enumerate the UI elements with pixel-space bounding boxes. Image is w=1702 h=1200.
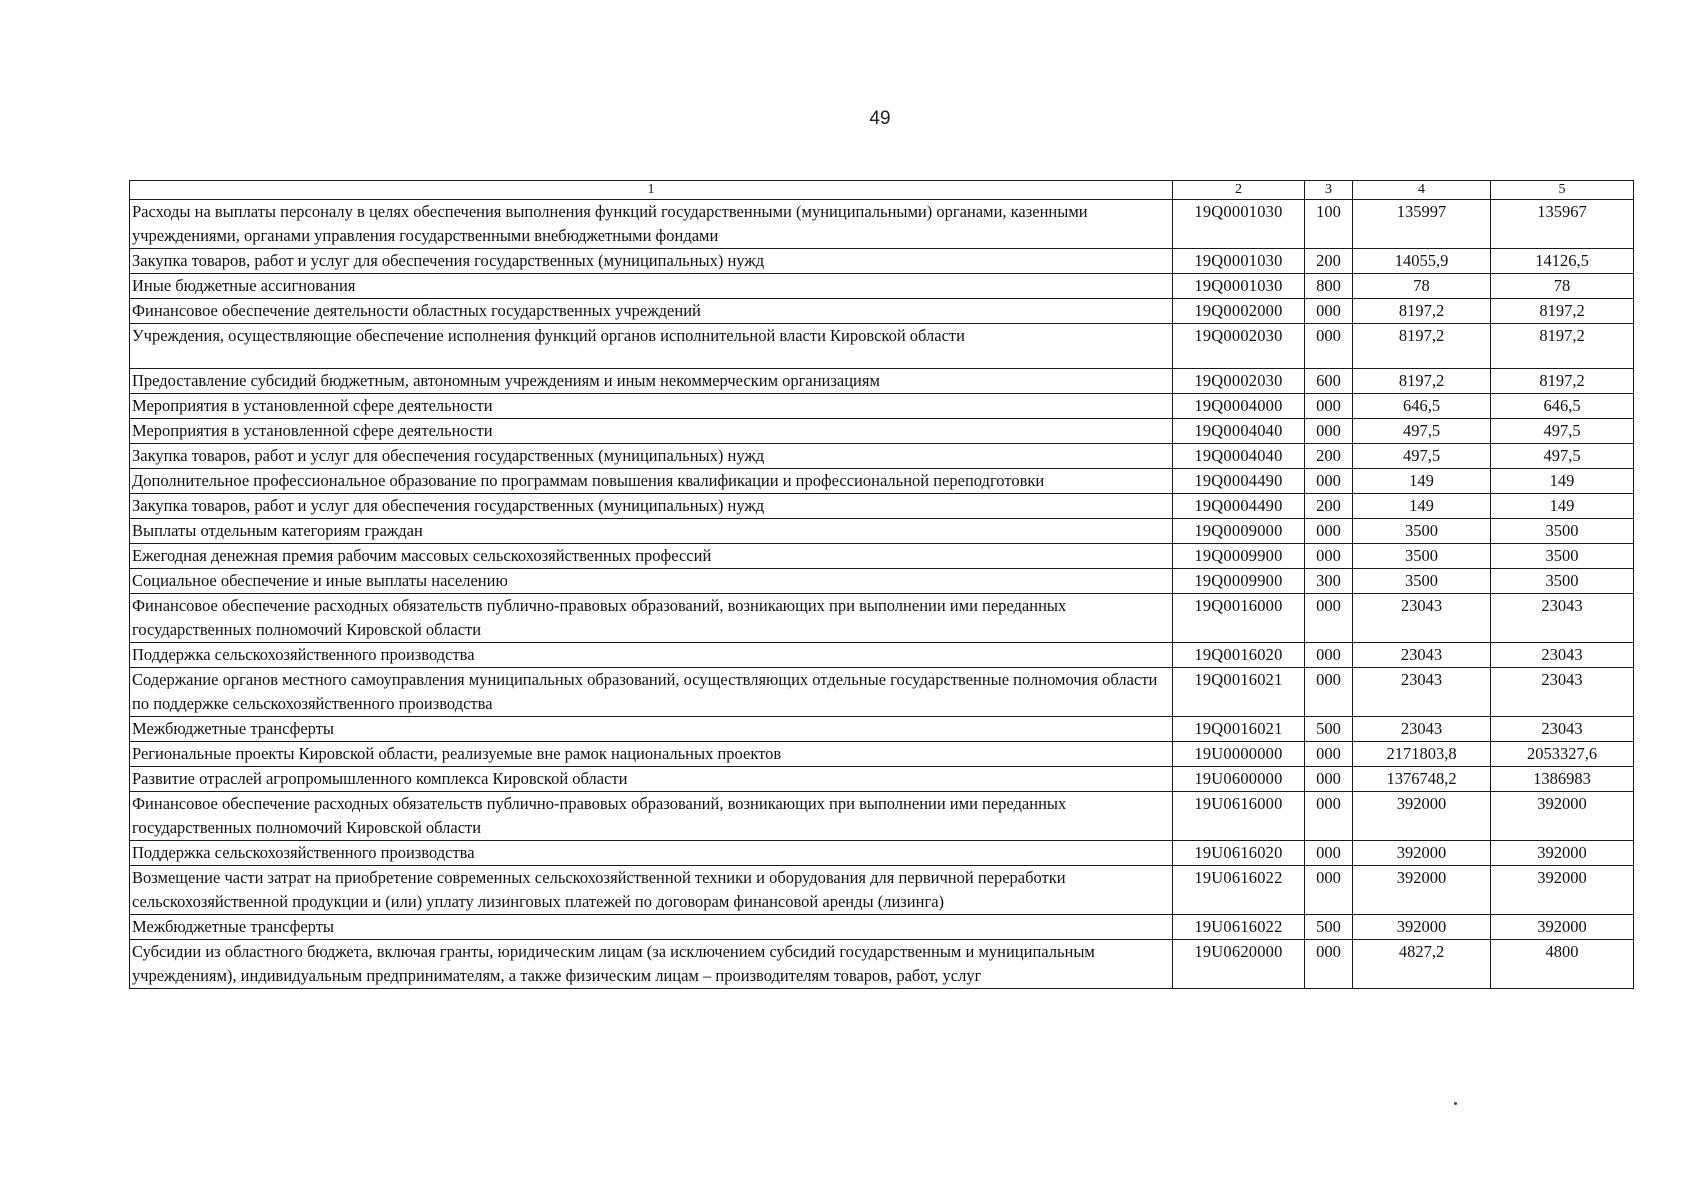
row-sum2: 78 (1491, 274, 1634, 299)
row-name: Возмещение части затрат на приобретение современных сельскохозяйственной техники и оборудования для первичной переработки сельскохозяйственной продукции и (или) уплату лизинговых платежей по договорам финансовой аренды (лизинга) (130, 866, 1173, 915)
row-vr: 000 (1305, 668, 1353, 717)
row-vr: 000 (1305, 469, 1353, 494)
row-sum1: 8197,2 (1353, 299, 1491, 324)
row-sum2: 23043 (1491, 668, 1634, 717)
row-sum1: 2171803,8 (1353, 742, 1491, 767)
row-code: 19Q0016020 (1173, 643, 1305, 668)
row-sum2: 1386983 (1491, 767, 1634, 792)
row-vr: 000 (1305, 767, 1353, 792)
table-row (130, 767, 1634, 792)
table-header (130, 181, 1634, 200)
row-sum1: 149 (1353, 469, 1491, 494)
row-vr: 000 (1305, 519, 1353, 544)
row-sum1: 3500 (1353, 544, 1491, 569)
row-vr: 500 (1305, 915, 1353, 940)
row-name: Поддержка сельскохозяйственного производства (130, 643, 1173, 668)
row-sum2: 135967 (1491, 200, 1634, 249)
row-sum2: 497,5 (1491, 444, 1634, 469)
row-name: Финансовое обеспечение деятельности областных государственных учреждений (130, 299, 1173, 324)
row-code: 19Q0004040 (1173, 419, 1305, 444)
row-code: 19Q0004490 (1173, 469, 1305, 494)
row-sum1: 78 (1353, 274, 1491, 299)
row-sum1: 497,5 (1353, 444, 1491, 469)
row-sum2: 3500 (1491, 519, 1634, 544)
table-row (130, 494, 1634, 519)
budget-table (129, 180, 1634, 989)
row-sum2: 497,5 (1491, 419, 1634, 444)
row-code: 19Q0002030 (1173, 369, 1305, 394)
row-vr: 000 (1305, 940, 1353, 989)
table-row (130, 544, 1634, 569)
row-code: 19U0616000 (1173, 792, 1305, 841)
row-code: 19U0616020 (1173, 841, 1305, 866)
row-sum2: 392000 (1491, 792, 1634, 841)
row-name: Закупка товаров, работ и услуг для обеспечения государственных (муниципальных) нужд (130, 444, 1173, 469)
row-code: 19Q0001030 (1173, 200, 1305, 249)
row-code: 19U0600000 (1173, 767, 1305, 792)
table-row (130, 841, 1634, 866)
row-sum1: 392000 (1353, 915, 1491, 940)
row-sum2: 3500 (1491, 569, 1634, 594)
row-vr: 200 (1305, 249, 1353, 274)
row-code: 19Q0009900 (1173, 544, 1305, 569)
table-row (130, 419, 1634, 444)
row-vr: 000 (1305, 866, 1353, 915)
row-sum2: 4800 (1491, 940, 1634, 989)
table-row (130, 444, 1634, 469)
table-row (130, 940, 1634, 989)
row-sum2: 23043 (1491, 594, 1634, 643)
row-name: Дополнительное профессиональное образование по программам повышения квалификации и профессиональной переподготовки (130, 469, 1173, 494)
table-body (130, 200, 1634, 989)
row-vr: 000 (1305, 594, 1353, 643)
row-sum2: 149 (1491, 494, 1634, 519)
row-code: 19Q0009000 (1173, 519, 1305, 544)
column-header-sum1: 4 (1353, 181, 1491, 200)
row-code: 19U0620000 (1173, 940, 1305, 989)
table-row (130, 469, 1634, 494)
row-sum2: 392000 (1491, 866, 1634, 915)
row-name: Финансовое обеспечение расходных обязательств публично-правовых образований, возникающих при выполнении ими переданных государственных полномочий Кировской области (130, 792, 1173, 841)
table-row (130, 594, 1634, 643)
row-sum1: 23043 (1353, 594, 1491, 643)
table-row (130, 915, 1634, 940)
row-name: Содержание органов местного самоуправления муниципальных образований, осуществляющих отдельные государственные полномочия области по поддержке сельскохозяйственного производства (130, 668, 1173, 717)
row-name: Расходы на выплаты персоналу в целях обеспечения выполнения функций государственными (муниципальными) органами, казенными учреждениями, органами управления государственными внебюджетными фондами (130, 200, 1173, 249)
row-name: Поддержка сельскохозяйственного производства (130, 841, 1173, 866)
column-header-code: 2 (1173, 181, 1305, 200)
row-vr: 200 (1305, 444, 1353, 469)
row-sum2: 8197,2 (1491, 369, 1634, 394)
row-code: 19Q0009900 (1173, 569, 1305, 594)
row-sum2: 392000 (1491, 841, 1634, 866)
row-code: 19Q0004040 (1173, 444, 1305, 469)
row-sum1: 23043 (1353, 668, 1491, 717)
row-name: Предоставление субсидий бюджетным, автономным учреждениям и иным некоммерческим организациям (130, 369, 1173, 394)
row-name: Региональные проекты Кировской области, реализуемые вне рамок национальных проектов (130, 742, 1173, 767)
row-name: Выплаты отдельным категориям граждан (130, 519, 1173, 544)
row-sum2: 2053327,6 (1491, 742, 1634, 767)
row-vr: 600 (1305, 369, 1353, 394)
row-sum2: 14126,5 (1491, 249, 1634, 274)
row-sum2: 149 (1491, 469, 1634, 494)
row-name: Закупка товаров, работ и услуг для обеспечения государственных (муниципальных) нужд (130, 494, 1173, 519)
row-code: 19Q0001030 (1173, 249, 1305, 274)
row-sum1: 23043 (1353, 717, 1491, 742)
row-vr: 500 (1305, 717, 1353, 742)
row-sum2: 23043 (1491, 643, 1634, 668)
row-sum1: 392000 (1353, 792, 1491, 841)
row-sum1: 14055,9 (1353, 249, 1491, 274)
row-vr: 000 (1305, 324, 1353, 369)
row-vr: 000 (1305, 419, 1353, 444)
column-header-name: 1 (130, 181, 1173, 200)
scan-speck (1454, 1102, 1457, 1105)
table-row (130, 717, 1634, 742)
table-row (130, 668, 1634, 717)
row-sum2: 8197,2 (1491, 299, 1634, 324)
row-code: 19Q0001030 (1173, 274, 1305, 299)
row-name: Ежегодная денежная премия рабочим массовых сельскохозяйственных профессий (130, 544, 1173, 569)
row-code: 19U0000000 (1173, 742, 1305, 767)
row-sum1: 646,5 (1353, 394, 1491, 419)
row-name: Социальное обеспечение и иные выплаты населению (130, 569, 1173, 594)
row-sum2: 8197,2 (1491, 324, 1634, 369)
row-name: Закупка товаров, работ и услуг для обеспечения государственных (муниципальных) нужд (130, 249, 1173, 274)
row-vr: 000 (1305, 742, 1353, 767)
row-name: Мероприятия в установленной сфере деятельности (130, 394, 1173, 419)
row-sum1: 8197,2 (1353, 324, 1491, 369)
table-row (130, 394, 1634, 419)
row-vr: 000 (1305, 394, 1353, 419)
row-code: 19Q0002030 (1173, 324, 1305, 369)
row-sum1: 135997 (1353, 200, 1491, 249)
row-code: 19Q0016000 (1173, 594, 1305, 643)
row-sum1: 4827,2 (1353, 940, 1491, 989)
table-row (130, 569, 1634, 594)
row-name: Иные бюджетные ассигнования (130, 274, 1173, 299)
row-code: 19U0616022 (1173, 915, 1305, 940)
table-row (130, 274, 1634, 299)
row-vr: 000 (1305, 643, 1353, 668)
row-sum1: 8197,2 (1353, 369, 1491, 394)
row-name: Развитие отраслей агропромышленного комплекса Кировской области (130, 767, 1173, 792)
row-code: 19Q0016021 (1173, 717, 1305, 742)
row-vr: 800 (1305, 274, 1353, 299)
row-sum1: 497,5 (1353, 419, 1491, 444)
row-name: Межбюджетные трансферты (130, 915, 1173, 940)
table-row (130, 519, 1634, 544)
row-sum1: 1376748,2 (1353, 767, 1491, 792)
table-row (130, 643, 1634, 668)
row-name: Финансовое обеспечение расходных обязательств публично-правовых образований, возникающих при выполнении ими переданных государственных полномочий Кировской области (130, 594, 1173, 643)
row-code: 19Q0002000 (1173, 299, 1305, 324)
table-row (130, 742, 1634, 767)
row-vr: 000 (1305, 299, 1353, 324)
row-sum2: 392000 (1491, 915, 1634, 940)
row-sum2: 646,5 (1491, 394, 1634, 419)
row-vr: 300 (1305, 569, 1353, 594)
row-name: Мероприятия в установленной сфере деятельности (130, 419, 1173, 444)
row-name: Межбюджетные трансферты (130, 717, 1173, 742)
row-name: Субсидии из областного бюджета, включая гранты, юридическим лицам (за исключением субсидий государственным и муниципальным учреждениям), индивидуальным предпринимателям, а также физическим лицам – производителям товаров, работ, услуг (130, 940, 1173, 989)
table-row (130, 792, 1634, 841)
row-sum1: 392000 (1353, 841, 1491, 866)
row-vr: 000 (1305, 841, 1353, 866)
row-sum2: 3500 (1491, 544, 1634, 569)
row-sum2: 23043 (1491, 717, 1634, 742)
row-sum1: 23043 (1353, 643, 1491, 668)
table-row (130, 200, 1634, 249)
row-vr: 200 (1305, 494, 1353, 519)
table-row (130, 369, 1634, 394)
row-sum1: 149 (1353, 494, 1491, 519)
row-sum1: 3500 (1353, 569, 1491, 594)
row-code: 19Q0016021 (1173, 668, 1305, 717)
row-code: 19Q0004490 (1173, 494, 1305, 519)
row-code: 19U0616022 (1173, 866, 1305, 915)
row-vr: 000 (1305, 792, 1353, 841)
row-sum1: 392000 (1353, 866, 1491, 915)
row-vr: 000 (1305, 544, 1353, 569)
page-number: 49 (869, 108, 891, 129)
column-header-sum2: 5 (1491, 181, 1634, 200)
row-name: Учреждения, осуществляющие обеспечение исполнения функций органов исполнительной власти Кировской области (130, 324, 1173, 369)
table-row (130, 249, 1634, 274)
table-row (130, 299, 1634, 324)
row-code: 19Q0004000 (1173, 394, 1305, 419)
column-number-row (130, 181, 1634, 200)
table-row (130, 324, 1634, 369)
row-vr: 100 (1305, 200, 1353, 249)
table-row (130, 866, 1634, 915)
row-sum1: 3500 (1353, 519, 1491, 544)
column-header-vr: 3 (1305, 181, 1353, 200)
